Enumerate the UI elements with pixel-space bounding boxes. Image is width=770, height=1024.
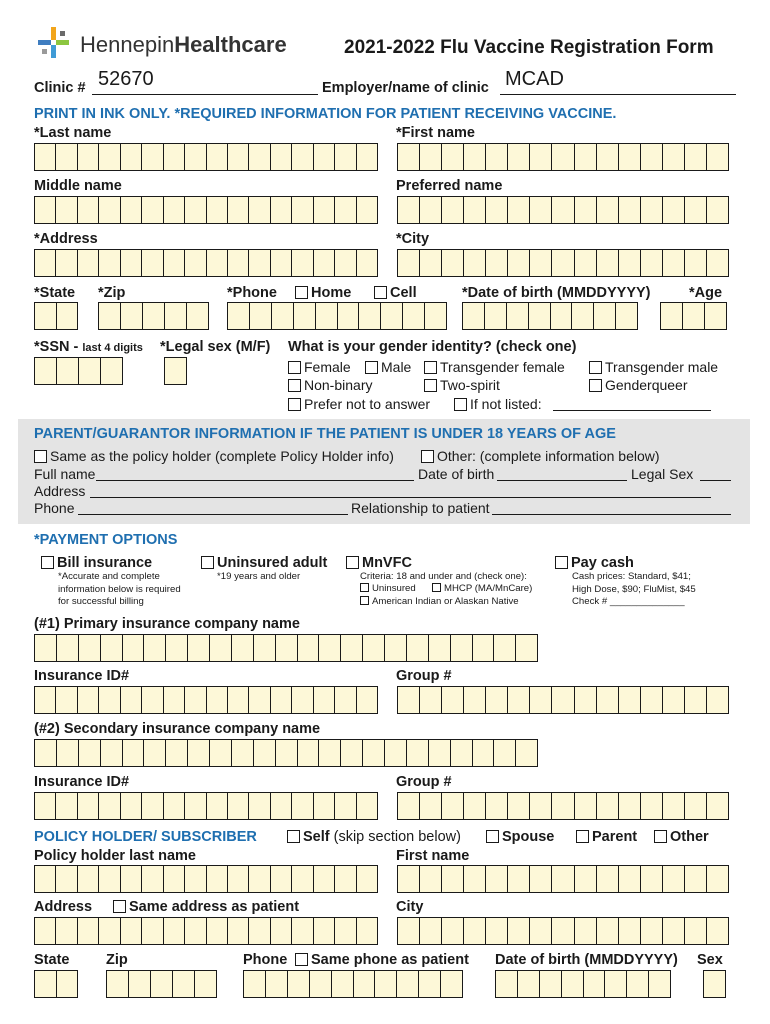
policy-same-phone-box[interactable] — [295, 953, 308, 966]
legal-sex-field[interactable] — [164, 357, 187, 385]
pay-uninsured-box[interactable] — [201, 556, 214, 569]
policy-same-phone[interactable] — [295, 952, 469, 968]
page-title: 2021-2022 Flu Vaccine Registration Form — [344, 37, 714, 58]
city-field[interactable] — [397, 249, 729, 277]
mnvfc-mhcp-label: MHCP (MA/MnCare) — [444, 583, 533, 594]
ssn-label — [34, 339, 143, 355]
age-label: *Age — [689, 285, 723, 301]
gender-trans-male-box[interactable] — [589, 361, 602, 374]
gender-genderqueer-label: Genderqueer — [605, 377, 688, 393]
gender-prefer-not-box[interactable] — [288, 398, 301, 411]
policy-zip-field[interactable] — [106, 970, 217, 998]
policy-sex-label: Sex — [697, 952, 723, 968]
mnvfc-ai-label: American Indian or Alaskan Native — [372, 596, 519, 607]
mnvfc-uninsured-box[interactable] — [360, 583, 369, 592]
age-field[interactable] — [660, 302, 727, 330]
phone-field[interactable] — [227, 302, 447, 330]
policy-self-label: Self — [303, 829, 330, 845]
policy-address-field[interactable] — [34, 917, 378, 945]
secondary-insurance-label: (#2) Secondary insurance company name — [34, 721, 321, 737]
zip-label: *Zip — [98, 285, 126, 301]
guarantor-legal-sex-label: Legal Sex — [631, 466, 694, 482]
cell-checkbox-box[interactable] — [374, 286, 387, 299]
pay-bill-note: *Accurate and complete information below is required for successful billing — [58, 571, 181, 607]
pay-mnvfc-criteria: Criteria: 18 and under and (check one): — [360, 571, 527, 582]
gender-male-label: Male — [381, 359, 412, 375]
employer-label: Employer/name of clinic — [322, 80, 489, 96]
preferred-name-label: Preferred name — [396, 178, 503, 194]
pay-bill-insurance[interactable] — [41, 555, 152, 571]
policy-phone-field[interactable] — [243, 970, 463, 998]
middle-name-field[interactable] — [34, 196, 378, 224]
guarantor-heading: PARENT/GUARANTOR INFORMATION IF THE PATIENT IS UNDER 18 YEARS OF AGE — [34, 426, 616, 442]
guarantor-address-label: Address — [34, 483, 86, 499]
mnvfc-mhcp-box[interactable] — [432, 583, 441, 592]
address-field[interactable] — [34, 249, 378, 277]
insurance-id1-field[interactable] — [34, 686, 378, 714]
policy-spouse[interactable] — [486, 829, 554, 845]
first-name-field[interactable] — [397, 143, 729, 171]
guarantor-relationship-field[interactable] — [492, 514, 731, 515]
policy-sex-field[interactable] — [703, 970, 726, 998]
pay-uninsured-note: *19 years and older — [217, 571, 301, 582]
gender-trans-male-label: Transgender male — [605, 359, 719, 375]
guarantor-address-field[interactable] — [90, 497, 711, 498]
policy-zip-label: Zip — [106, 952, 128, 968]
pay-uninsured[interactable] — [201, 555, 327, 571]
guarantor-full-name-field[interactable] — [96, 480, 414, 481]
home-checkbox-box[interactable] — [295, 286, 308, 299]
dob-field[interactable] — [462, 302, 638, 330]
gender-trans-female-box[interactable] — [424, 361, 437, 374]
home-label: Home — [311, 285, 352, 301]
guarantor-dob-label: Date of birth — [418, 466, 495, 482]
zip-field[interactable] — [98, 302, 209, 330]
policy-other-label: Other — [670, 829, 709, 845]
gender-not-listed-box[interactable] — [454, 398, 467, 411]
policy-same-address-box[interactable] — [113, 900, 126, 913]
middle-name-label: Middle name — [34, 178, 122, 194]
guarantor-same-as-box[interactable] — [34, 450, 47, 463]
phone-label: *Phone — [227, 285, 277, 301]
guarantor-relationship-label: Relationship to patient — [351, 500, 490, 516]
logo — [34, 23, 334, 67]
clinic-value: 52670 — [98, 68, 154, 90]
home-checkbox[interactable] — [295, 285, 351, 301]
mnvfc-uninsured-label: Uninsured — [372, 583, 416, 594]
employer-field[interactable] — [500, 94, 736, 95]
policy-same-address[interactable] — [113, 899, 299, 915]
ssn-note: last 4 digits — [82, 342, 143, 354]
gender-trans-female-label: Transgender female — [440, 359, 565, 375]
guarantor-full-name-label: Full name — [34, 466, 96, 482]
clinic-field[interactable] — [92, 94, 318, 95]
group1-label: Group # — [396, 668, 452, 684]
gender-nonbinary[interactable] — [288, 377, 372, 393]
guarantor-phone-field[interactable] — [78, 514, 348, 515]
last-name-field[interactable] — [34, 143, 378, 171]
gender-trans-female[interactable] — [424, 359, 565, 375]
brand-bold: Healthcare — [174, 32, 287, 57]
policy-self-box[interactable] — [287, 830, 300, 843]
guarantor-same-as-label: Same as the policy holder (complete Policy Holder info) — [50, 448, 394, 464]
gender-two-spirit[interactable] — [424, 377, 500, 393]
address-label: *Address — [34, 231, 98, 247]
policy-other-box[interactable] — [654, 830, 667, 843]
pay-mnvfc-label: MnVFC — [362, 555, 412, 571]
cell-checkbox[interactable] — [374, 285, 417, 301]
policy-dob-label: Date of birth (MMDDYYYY) — [495, 952, 678, 968]
guarantor-dob-field[interactable] — [497, 480, 627, 481]
cell-label: Cell — [390, 285, 417, 301]
policy-parent-box[interactable] — [576, 830, 589, 843]
mnvfc-ai-box[interactable] — [360, 596, 369, 605]
employer-value: MCAD — [505, 68, 564, 90]
gender-not-listed[interactable] — [454, 396, 542, 412]
gender-prefer-not[interactable] — [288, 396, 430, 412]
policy-state-label: State — [34, 952, 70, 968]
policy-parent-label: Parent — [592, 829, 638, 845]
insurance-id2-field[interactable] — [34, 792, 378, 820]
policy-same-phone-label: Same phone as patient — [311, 952, 469, 968]
state-label: *State — [34, 285, 76, 301]
gender-prefer-not-label: Prefer not to answer — [304, 396, 431, 412]
policy-last-name-label: Policy holder last name — [34, 848, 196, 864]
pay-mnvfc-mhcp[interactable] — [432, 583, 532, 596]
last-name-label: *Last name — [34, 125, 112, 141]
policy-city-field[interactable] — [397, 917, 729, 945]
policy-address-label: Address — [34, 899, 93, 915]
preferred-name-field[interactable] — [397, 196, 729, 224]
policy-dob-field[interactable] — [495, 970, 671, 998]
pay-cash[interactable] — [555, 555, 634, 571]
policy-self[interactable] — [287, 829, 461, 845]
clinic-label: Clinic # — [34, 80, 86, 96]
gender-not-listed-field[interactable] — [553, 410, 711, 411]
insurance-id1-label: Insurance ID# — [34, 668, 130, 684]
gender-two-spirit-box[interactable] — [424, 379, 437, 392]
policy-spouse-label: Spouse — [502, 829, 555, 845]
group1-field[interactable] — [397, 686, 729, 714]
guarantor-phone-label: Phone — [34, 500, 75, 516]
pay-mnvfc-uninsured[interactable] — [360, 583, 416, 596]
gender-not-listed-label: If not listed: — [470, 396, 542, 412]
city-label: *City — [396, 231, 430, 247]
guarantor-other[interactable] — [421, 448, 660, 464]
gender-female-label: Female — [304, 359, 351, 375]
brand-plain: Hennepin — [80, 32, 175, 57]
pay-bill-insurance-box[interactable] — [41, 556, 54, 569]
policy-phone-label: Phone — [243, 952, 288, 968]
policy-city-label: City — [396, 899, 424, 915]
insurance-id2-label: Insurance ID# — [34, 774, 130, 790]
gender-genderqueer-box[interactable] — [589, 379, 602, 392]
pay-mnvfc[interactable] — [346, 555, 412, 571]
guarantor-other-box[interactable] — [421, 450, 434, 463]
policy-state-field[interactable] — [34, 970, 78, 998]
gender-question: What is your gender identity? (check one) — [288, 339, 577, 355]
pay-bill-insurance-label: Bill insurance — [57, 555, 153, 571]
guarantor-same-as[interactable] — [34, 448, 394, 464]
gender-female[interactable] — [288, 359, 351, 375]
gender-genderqueer[interactable] — [589, 377, 688, 393]
primary-insurance-field[interactable] — [34, 634, 538, 662]
gender-female-box[interactable] — [288, 361, 301, 374]
payment-heading: *PAYMENT OPTIONS — [34, 532, 178, 548]
first-name-label: *First name — [396, 125, 475, 141]
gender-two-spirit-label: Two-spirit — [440, 377, 500, 393]
pay-mnvfc-box[interactable] — [346, 556, 359, 569]
gender-trans-male[interactable] — [589, 359, 718, 375]
pay-cash-prices: Cash prices: Standard, $41; High Dose, $90; FluMist, $45 — [572, 571, 696, 595]
policy-spouse-box[interactable] — [486, 830, 499, 843]
group2-field[interactable] — [397, 792, 729, 820]
ssn-label-text: *SSN - — [34, 339, 79, 355]
policy-first-name-label: First name — [396, 848, 470, 864]
group2-label: Group # — [396, 774, 452, 790]
pay-mnvfc-ai[interactable] — [360, 596, 519, 609]
gender-male[interactable] — [365, 359, 411, 375]
state-field[interactable] — [34, 302, 78, 330]
primary-insurance-label: (#1) Primary insurance company name — [34, 616, 300, 632]
pay-cash-box[interactable] — [555, 556, 568, 569]
ssn-field[interactable] — [34, 357, 123, 385]
secondary-insurance-field[interactable] — [34, 739, 538, 767]
policy-same-address-label: Same address as patient — [129, 899, 300, 915]
policy-heading: POLICY HOLDER/ SUBSCRIBER — [34, 829, 257, 845]
dob-label: *Date of birth (MMDDYYYY) — [462, 285, 651, 301]
hennepin-logo-icon — [34, 23, 78, 67]
gender-nonbinary-label: Non-binary — [304, 377, 373, 393]
policy-other[interactable] — [654, 829, 709, 845]
pay-uninsured-label: Uninsured adult — [217, 555, 328, 571]
policy-parent[interactable] — [576, 829, 637, 845]
policy-self-note: (skip section below) — [333, 829, 461, 845]
instruction-heading: PRINT IN INK ONLY. *REQUIRED INFORMATION FOR PATIENT RECEIVING VACCINE. — [34, 106, 617, 122]
policy-last-name-field[interactable] — [34, 865, 378, 893]
guarantor-legal-sex-field[interactable] — [700, 480, 731, 481]
legal-sex-label: *Legal sex (M/F) — [160, 339, 271, 355]
pay-cash-check: Check # ______________ — [572, 596, 685, 607]
policy-first-name-field[interactable] — [397, 865, 729, 893]
gender-nonbinary-box[interactable] — [288, 379, 301, 392]
guarantor-other-label: Other: (complete information below) — [437, 448, 660, 464]
pay-cash-label: Pay cash — [571, 555, 634, 571]
gender-male-box[interactable] — [365, 361, 378, 374]
